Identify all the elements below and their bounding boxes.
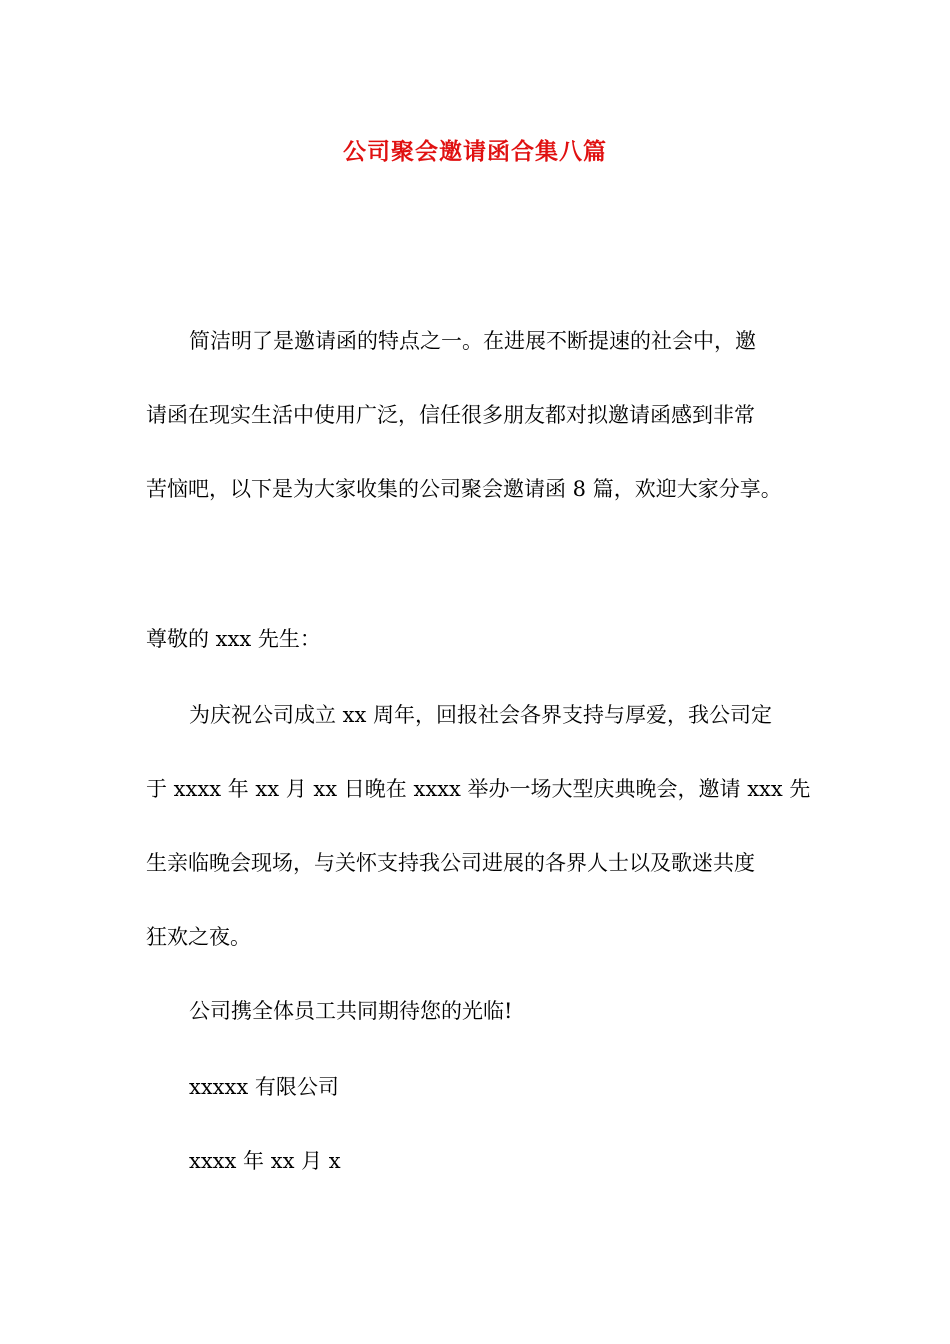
- intro-line-1: 简洁明了是邀请函的特点之一。在进展不断提速的社会中，邀: [189, 329, 756, 353]
- salutation: 尊敬的 xxx 先生：: [146, 627, 321, 651]
- closing-line: 公司携全体员工共同期待您的光临!: [189, 999, 513, 1023]
- company-signature: xxxxx 有限公司: [189, 1075, 339, 1099]
- intro-line-2: 请函在现实生活中使用广泛，信任很多朋友都对拟邀请函感到非常: [146, 403, 755, 427]
- body-line-1: 为庆祝公司成立 xx 周年，回报社会各界支持与厚爱，我公司定: [189, 703, 773, 727]
- signature-date: xxxx 年 xx 月 x: [189, 1149, 341, 1173]
- body-line-2: 于 xxxx 年 xx 月 xx 日晚在 xxxx 举办一场大型庆典晚会，邀请 xxx 先: [146, 777, 811, 801]
- document-title: 公司聚会邀请函合集八篇: [343, 138, 607, 165]
- body-line-4: 狂欢之夜。: [146, 925, 251, 949]
- body-line-3: 生亲临晚会现场，与关怀支持我公司进展的各界人士以及歌迷共度: [146, 851, 755, 875]
- intro-line-3: 苦恼吧，以下是为大家收集的公司聚会邀请函 8 篇，欢迎大家分享。: [146, 477, 782, 501]
